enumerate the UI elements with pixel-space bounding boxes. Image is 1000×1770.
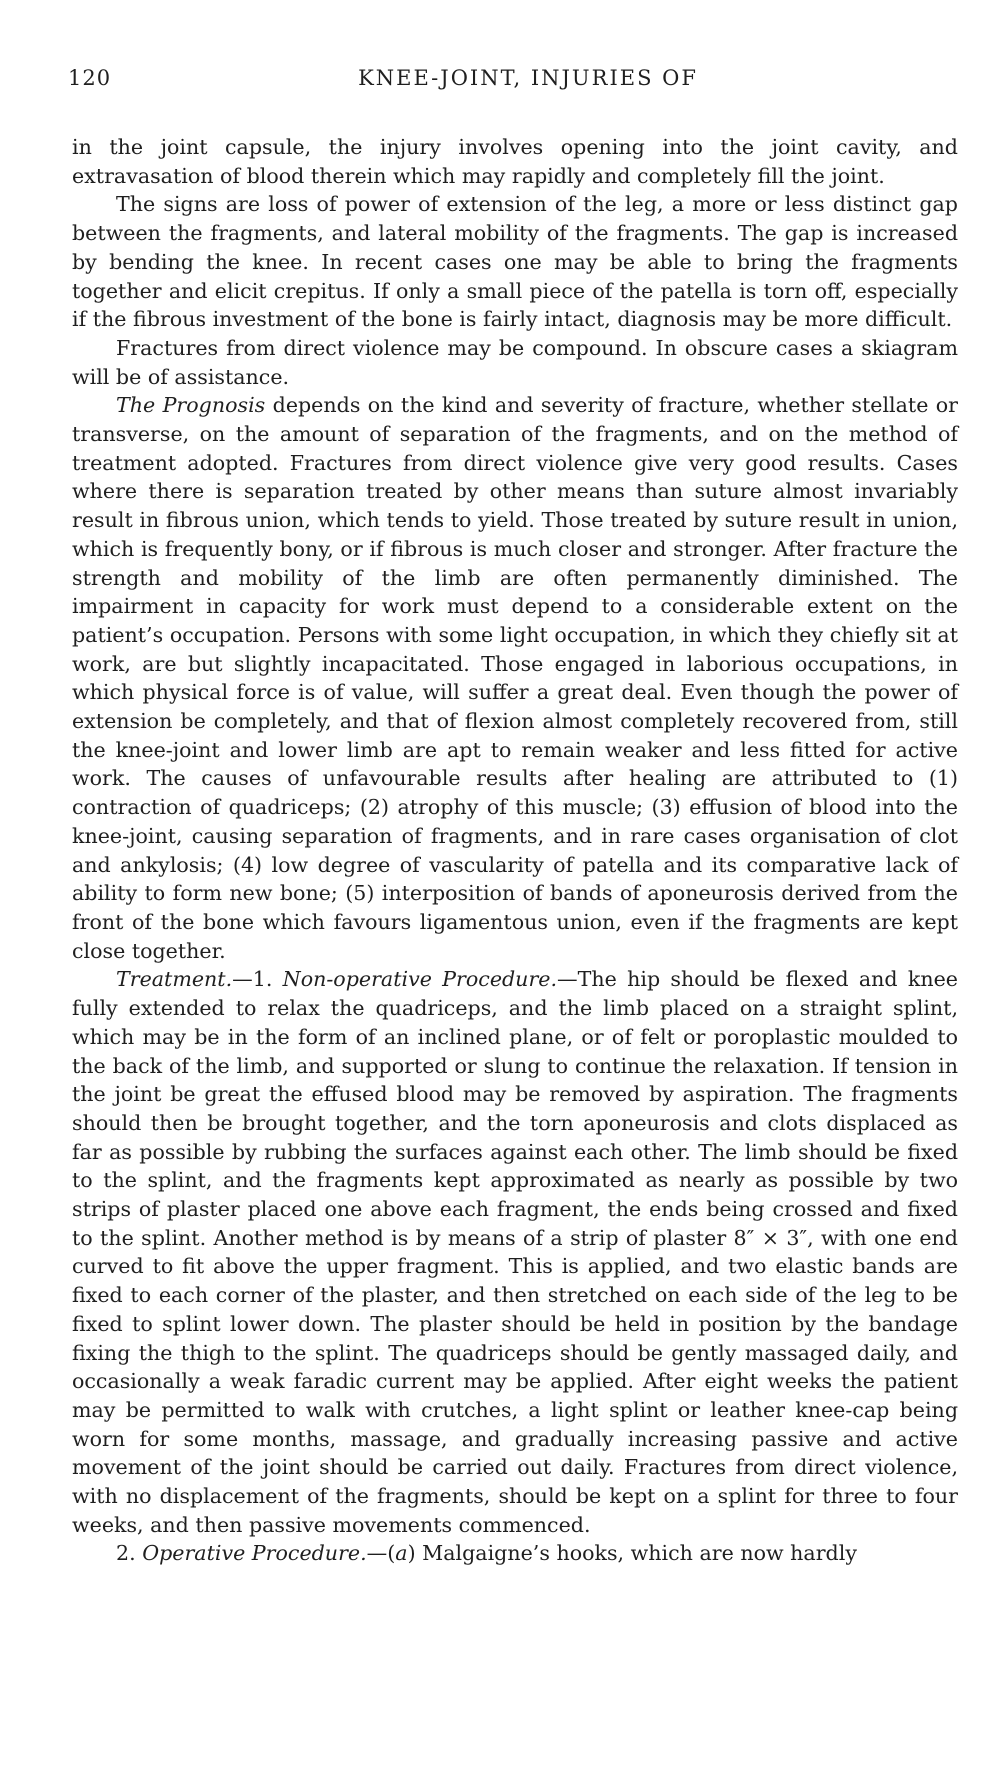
- page-body: [72, 133, 958, 1568]
- paragraph-text: —The hip should be flexed and knee fully extended to relax the quadriceps, and the limb placed on a straight splint, which may be in the form of an inclined plane, or of felt or poroplastic moulded to the back of the limb, and supported or slung to continue the relaxation. If tension in the joint be great the effused blood may be removed by aspiration. The fragments should then be brought together, and the torn aponeurosis and clots displaced as far as possible by rubbing the surfaces against each other. The limb should be fixed to the splint, and the fragments kept approximated as nearly as possible by two strips of plaster placed one above each fragment, the ends being crossed and fixed to the splint. Another method is by means of a strip of plaster 8″ × 3″, with one end curved to fit above the upper fragment. This is applied, and two elastic bands are fixed to each corner of the plaster, and then stretched on each side of the leg to be fixed to splint lower down. The plaster should be held in position by the bandage fixing the thigh to the splint. The quadriceps should be gently massaged daily, and occasionally a weak faradic current may be applied. After eight weeks the patient may be permitted to walk with crutches, a light splint or leather knee-cap being worn for some months, massage, and gradually increasing passive and active movement of the joint should be carried out daily. Fractures from direct violence, with no displacement of the fragments, should be kept on a splint for three to four weeks, and then passive movements commenced.: [72, 967, 958, 1537]
- subsection-heading-non-operative: Non-operative Procedure.: [282, 967, 558, 992]
- paragraph-compound-fractures: [72, 334, 958, 391]
- paragraph-signs: [72, 190, 958, 334]
- section-heading-treatment: Treatment.: [116, 967, 233, 992]
- section-heading-prognosis: The Prognosis: [116, 393, 266, 418]
- list-number: 2.: [116, 1541, 143, 1566]
- paragraph-text: The signs are loss of power of extension of the leg, a more or less distinct gap between the fragments, and lateral mobility of the fragments. The gap is increased by bending the knee. In recent cases one may be able to bring the fragments together and elicit crepitus. If only a small piece of the patella is torn off, especially if the fibrous investment of the bone is fairly intact, diagnosis may be more difficult.: [72, 192, 958, 332]
- paragraph-treatment: [72, 965, 958, 1539]
- paragraph-text: in the joint capsule, the injury involves opening into the joint cavity, and extravasation of blood therein which may rapidly and completely fill the joint.: [72, 135, 958, 188]
- paragraph-text: —1.: [232, 967, 283, 992]
- paragraph-text: ) Malgaigne’s hooks, which are now hardly: [407, 1541, 857, 1566]
- paragraph-prognosis: [72, 391, 958, 965]
- paragraph-continued: [72, 133, 958, 190]
- paragraph-operative: [72, 1539, 958, 1568]
- paragraph-text: —(: [366, 1541, 396, 1566]
- running-head: KNEE-JOINT, INJURIES OF: [358, 66, 698, 90]
- list-letter: a: [395, 1541, 408, 1566]
- paragraph-text: depends on the kind and severity of fracture, whether stellate or transverse, on the amount of separation of the fragments, and on the method of treatment adopted. Fractures from direct violence give very good results. Cases where there is separation treated by other means than suture almost invariably result in fibrous union, which tends to yield. Those treated by suture result in union, which is frequently bony, or if fibrous is much closer and stronger. After fracture the strength and mobility of the limb are often permanently diminished. The impairment in capacity for work must depend to a considerable extent on the patient’s occupation. Persons with some light occupation, in which they chiefly sit at work, are but slightly incapacitated. Those engaged in laborious occupations, in which physical force is of value, will suffer a great deal. Even though the power of extension be completely, and that of flexion almost completely recovered from, still the knee-joint and lower limb are apt to remain weaker and less fitted for active work. The causes of unfavourable results after healing are attributed to (1) contraction of quadriceps; (2) atrophy of this muscle; (3) effusion of blood into the knee-joint, causing separation of fragments, and in rare cases organisation of clot and ankylosis; (4) low degree of vascularity of patella and its comparative lack of ability to form new bone; (5) interposition of bands of aponeurosis derived from the front of the bone which favours ligamentous union, even if the fragments are kept close together.: [72, 393, 959, 963]
- paragraph-text: Fractures from direct violence may be compound. In obscure cases a skiagram will be of assistance.: [72, 335, 958, 389]
- page-number: 120: [68, 66, 112, 90]
- page-header: [68, 66, 958, 106]
- subsection-heading-operative: Operative Procedure.: [142, 1541, 367, 1566]
